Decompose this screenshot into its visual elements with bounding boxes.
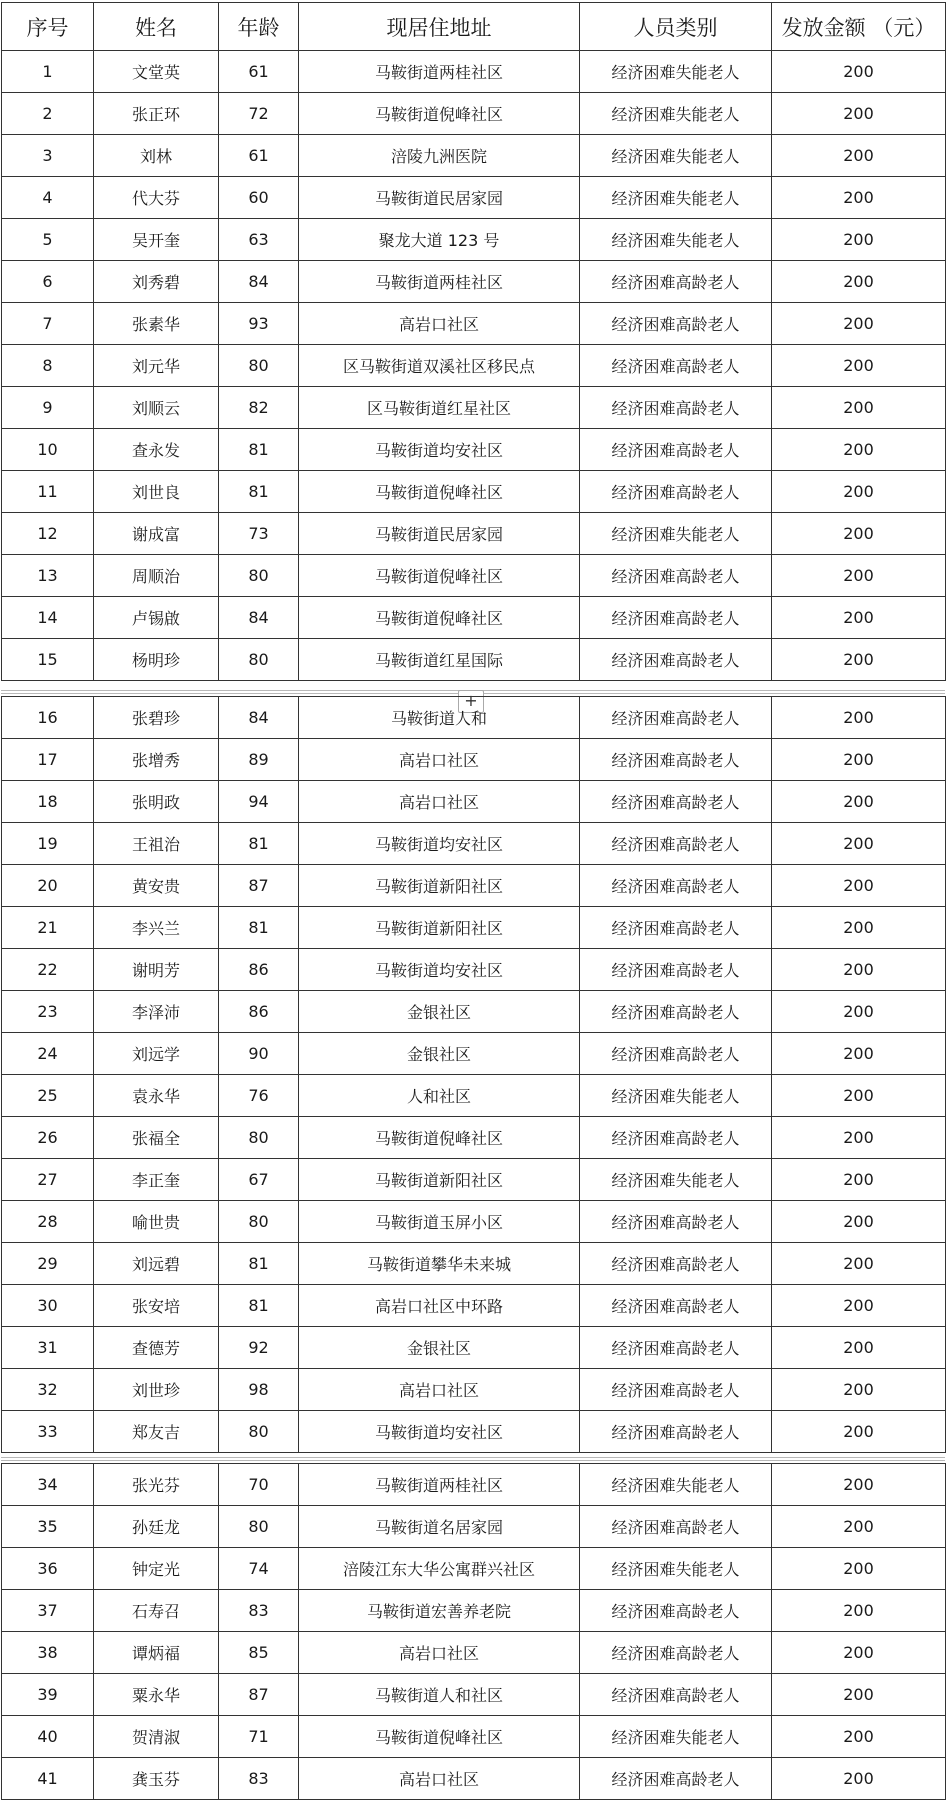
cell-address: 涪陵九洲医院 [299,135,580,177]
cell-age: 71 [219,1716,299,1758]
table-row [2,1117,946,1159]
cell-amount: 200 [772,93,946,135]
cell-age: 72 [219,93,299,135]
cell-index: 40 [2,1716,94,1758]
cell-name: 喻世贵 [94,1201,219,1243]
cell-category: 经济困难失能老人 [580,135,772,177]
table-row [2,1159,946,1201]
cell-amount: 200 [772,991,946,1033]
cell-category: 经济困难高龄老人 [580,1201,772,1243]
cell-index: 35 [2,1506,94,1548]
cell-address: 马鞍街道新阳社区 [299,907,580,949]
cell-address: 马鞍街道玉屏小区 [299,1201,580,1243]
table-row [2,1243,946,1285]
cell-category: 经济困难高龄老人 [580,1117,772,1159]
cell-amount: 200 [772,555,946,597]
cell-index: 5 [2,219,94,261]
table-row [2,1674,946,1716]
table-row [2,597,946,639]
cell-category: 经济困难高龄老人 [580,1327,772,1369]
cell-name: 卢锡啟 [94,597,219,639]
cell-index: 8 [2,345,94,387]
cell-index: 33 [2,1411,94,1453]
cell-index: 10 [2,429,94,471]
cell-age: 84 [219,597,299,639]
cell-address: 马鞍街道名居家园 [299,1506,580,1548]
cell-index: 19 [2,823,94,865]
cell-address: 马鞍街道均安社区 [299,949,580,991]
cell-age: 86 [219,991,299,1033]
cell-index: 37 [2,1590,94,1632]
table-row [2,739,946,781]
cell-index: 22 [2,949,94,991]
cell-name: 张碧珍 [94,697,219,739]
cell-age: 86 [219,949,299,991]
table-row [2,907,946,949]
cell-name: 张福全 [94,1117,219,1159]
cell-index: 25 [2,1075,94,1117]
cell-address: 马鞍街道均安社区 [299,429,580,471]
cell-age: 81 [219,471,299,513]
cell-amount: 200 [772,135,946,177]
cell-amount: 200 [772,823,946,865]
cell-amount: 200 [772,1548,946,1590]
cell-name: 李正奎 [94,1159,219,1201]
cell-address: 聚龙大道 123 号 [299,219,580,261]
cell-address: 马鞍街道新阳社区 [299,865,580,907]
cell-age: 93 [219,303,299,345]
cell-index: 39 [2,1674,94,1716]
cell-address: 高岩口社区 [299,1632,580,1674]
cell-age: 70 [219,1464,299,1506]
cell-name: 钟定光 [94,1548,219,1590]
table-row [2,303,946,345]
cell-name: 谢成富 [94,513,219,555]
cell-category: 经济困难高龄老人 [580,471,772,513]
cell-amount: 200 [772,1758,946,1800]
cell-address: 马鞍街道倪峰社区 [299,555,580,597]
cell-name: 周顺治 [94,555,219,597]
header-address: 现居住地址 [299,3,580,51]
cell-age: 85 [219,1632,299,1674]
cell-amount: 200 [772,513,946,555]
cell-address: 马鞍街道倪峰社区 [299,1117,580,1159]
cell-index: 26 [2,1117,94,1159]
cell-name: 刘林 [94,135,219,177]
cell-category: 经济困难高龄老人 [580,1758,772,1800]
table-row [2,135,946,177]
cell-amount: 200 [772,1632,946,1674]
add-row-button[interactable]: + [458,690,484,713]
cell-index: 32 [2,1369,94,1411]
cell-index: 41 [2,1758,94,1800]
cell-amount: 200 [772,1243,946,1285]
cell-age: 81 [219,1285,299,1327]
cell-amount: 200 [772,739,946,781]
header-index: 序号 [2,3,94,51]
cell-category: 经济困难高龄老人 [580,1369,772,1411]
cell-name: 代大芬 [94,177,219,219]
cell-category: 经济困难失能老人 [580,51,772,93]
cell-amount: 200 [772,907,946,949]
table-row [2,471,946,513]
cell-amount: 200 [772,387,946,429]
cell-address: 马鞍街道人和社区 [299,1674,580,1716]
table-row [2,991,946,1033]
cell-age: 61 [219,51,299,93]
cell-name: 刘顺云 [94,387,219,429]
cell-amount: 200 [772,781,946,823]
cell-name: 查德芳 [94,1327,219,1369]
cell-address: 人和社区 [299,1075,580,1117]
cell-index: 30 [2,1285,94,1327]
cell-name: 石寿召 [94,1590,219,1632]
cell-category: 经济困难高龄老人 [580,1506,772,1548]
cell-age: 84 [219,261,299,303]
cell-index: 21 [2,907,94,949]
cell-index: 17 [2,739,94,781]
table-row [2,1632,946,1674]
cell-amount: 200 [772,345,946,387]
cell-address: 马鞍街道倪峰社区 [299,471,580,513]
cell-amount: 200 [772,949,946,991]
cell-category: 经济困难失能老人 [580,1464,772,1506]
table-row [2,513,946,555]
cell-category: 经济困难高龄老人 [580,303,772,345]
table-row [2,1716,946,1758]
cell-index: 29 [2,1243,94,1285]
cell-address: 马鞍街道倪峰社区 [299,93,580,135]
cell-age: 94 [219,781,299,823]
cell-category: 经济困难失能老人 [580,177,772,219]
cell-address: 金银社区 [299,1033,580,1075]
cell-age: 80 [219,1117,299,1159]
cell-amount: 200 [772,865,946,907]
cell-name: 杨明珍 [94,639,219,681]
table-row [2,345,946,387]
cell-age: 81 [219,907,299,949]
cell-index: 18 [2,781,94,823]
cell-index: 3 [2,135,94,177]
header-category: 人员类别 [580,3,772,51]
table-row [2,93,946,135]
cell-category: 经济困难高龄老人 [580,781,772,823]
cell-amount: 200 [772,219,946,261]
table-row [2,781,946,823]
cell-address: 高岩口社区 [299,303,580,345]
cell-age: 83 [219,1758,299,1800]
cell-address: 马鞍街道倪峰社区 [299,597,580,639]
table-row [2,1590,946,1632]
cell-category: 经济困难失能老人 [580,1075,772,1117]
table-row [2,1411,946,1453]
table-row [2,865,946,907]
cell-address: 金银社区 [299,1327,580,1369]
cell-category: 经济困难高龄老人 [580,949,772,991]
cell-amount: 200 [772,1159,946,1201]
table-row [2,387,946,429]
cell-address: 金银社区 [299,991,580,1033]
cell-index: 14 [2,597,94,639]
cell-address: 马鞍街道均安社区 [299,823,580,865]
cell-index: 34 [2,1464,94,1506]
table-row [2,1285,946,1327]
table-row [2,555,946,597]
cell-amount: 200 [772,471,946,513]
table-row [2,823,946,865]
cell-amount: 200 [772,303,946,345]
cell-name: 文堂英 [94,51,219,93]
subsidy-table-part-1 [1,2,946,681]
cell-category: 经济困难高龄老人 [580,1243,772,1285]
cell-age: 90 [219,1033,299,1075]
table-row [2,261,946,303]
table-row [2,697,946,739]
cell-name: 袁永华 [94,1075,219,1117]
cell-age: 87 [219,865,299,907]
cell-age: 83 [219,1590,299,1632]
cell-age: 73 [219,513,299,555]
table-row [2,429,946,471]
cell-index: 12 [2,513,94,555]
cell-amount: 200 [772,1411,946,1453]
cell-amount: 200 [772,697,946,739]
cell-amount: 200 [772,639,946,681]
cell-address: 马鞍街道均安社区 [299,1411,580,1453]
header-name: 姓名 [94,3,219,51]
cell-category: 经济困难高龄老人 [580,639,772,681]
cell-age: 61 [219,135,299,177]
cell-index: 15 [2,639,94,681]
cell-name: 李兴兰 [94,907,219,949]
cell-name: 龚玉芬 [94,1758,219,1800]
cell-category: 经济困难高龄老人 [580,387,772,429]
cell-age: 80 [219,345,299,387]
cell-index: 13 [2,555,94,597]
cell-age: 80 [219,639,299,681]
cell-name: 张素华 [94,303,219,345]
cell-address: 马鞍街道攀华未来城 [299,1243,580,1285]
cell-category: 经济困难高龄老人 [580,261,772,303]
cell-age: 81 [219,1243,299,1285]
cell-name: 张明政 [94,781,219,823]
cell-category: 经济困难高龄老人 [580,345,772,387]
cell-index: 20 [2,865,94,907]
cell-name: 查永发 [94,429,219,471]
cell-category: 经济困难高龄老人 [580,865,772,907]
subsidy-table-part-2 [1,696,946,1453]
cell-age: 76 [219,1075,299,1117]
cell-category: 经济困难高龄老人 [580,697,772,739]
cell-amount: 200 [772,1117,946,1159]
cell-category: 经济困难失能老人 [580,1716,772,1758]
cell-name: 黄安贵 [94,865,219,907]
cell-name: 吴开奎 [94,219,219,261]
cell-category: 经济困难高龄老人 [580,1033,772,1075]
cell-category: 经济困难高龄老人 [580,555,772,597]
cell-amount: 200 [772,1327,946,1369]
cell-amount: 200 [772,1369,946,1411]
cell-index: 24 [2,1033,94,1075]
table-row [2,51,946,93]
cell-age: 84 [219,697,299,739]
cell-address: 马鞍街道倪峰社区 [299,1716,580,1758]
cell-category: 经济困难高龄老人 [580,597,772,639]
cell-category: 经济困难失能老人 [580,219,772,261]
cell-name: 张正环 [94,93,219,135]
cell-address: 高岩口社区 [299,1369,580,1411]
cell-amount: 200 [772,1506,946,1548]
table-split-divider [1,1457,945,1461]
cell-category: 经济困难高龄老人 [580,429,772,471]
table-row [2,1548,946,1590]
table-row [2,1758,946,1800]
cell-name: 粟永华 [94,1674,219,1716]
cell-age: 98 [219,1369,299,1411]
cell-category: 经济困难高龄老人 [580,823,772,865]
cell-age: 87 [219,1674,299,1716]
cell-age: 92 [219,1327,299,1369]
cell-age: 67 [219,1159,299,1201]
cell-category: 经济困难失能老人 [580,1159,772,1201]
cell-index: 28 [2,1201,94,1243]
cell-category: 经济困难高龄老人 [580,1674,772,1716]
cell-name: 刘远碧 [94,1243,219,1285]
cell-index: 31 [2,1327,94,1369]
cell-name: 谢明芳 [94,949,219,991]
cell-address: 涪陵江东大华公寓群兴社区 [299,1548,580,1590]
table-row [2,1369,946,1411]
cell-amount: 200 [772,429,946,471]
cell-age: 81 [219,429,299,471]
cell-name: 张光芬 [94,1464,219,1506]
cell-amount: 200 [772,1033,946,1075]
cell-category: 经济困难高龄老人 [580,1632,772,1674]
cell-amount: 200 [772,1285,946,1327]
cell-category: 经济困难失能老人 [580,93,772,135]
table-row [2,1201,946,1243]
cell-index: 36 [2,1548,94,1590]
table-row [2,1506,946,1548]
cell-address: 区马鞍街道红星社区 [299,387,580,429]
cell-name: 孙廷龙 [94,1506,219,1548]
cell-name: 王祖治 [94,823,219,865]
cell-age: 82 [219,387,299,429]
cell-index: 11 [2,471,94,513]
cell-age: 60 [219,177,299,219]
cell-name: 刘秀碧 [94,261,219,303]
table-header-row [2,3,946,51]
cell-index: 2 [2,93,94,135]
cell-address: 高岩口社区 [299,739,580,781]
cell-name: 谭炳福 [94,1632,219,1674]
cell-index: 4 [2,177,94,219]
cell-age: 89 [219,739,299,781]
cell-amount: 200 [772,1716,946,1758]
cell-address: 马鞍街道民居家园 [299,513,580,555]
cell-index: 9 [2,387,94,429]
cell-address: 马鞍街道两桂社区 [299,51,580,93]
cell-address: 马鞍街道宏善养老院 [299,1590,580,1632]
cell-index: 16 [2,697,94,739]
cell-address: 高岩口社区中环路 [299,1285,580,1327]
cell-age: 74 [219,1548,299,1590]
cell-address: 马鞍街道两桂社区 [299,1464,580,1506]
cell-category: 经济困难高龄老人 [580,739,772,781]
cell-name: 李泽沛 [94,991,219,1033]
table-row [2,639,946,681]
cell-index: 23 [2,991,94,1033]
cell-address: 高岩口社区 [299,1758,580,1800]
cell-address: 马鞍街道新阳社区 [299,1159,580,1201]
cell-name: 郑友吉 [94,1411,219,1453]
table-row [2,1033,946,1075]
table-row [2,949,946,991]
cell-name: 刘世珍 [94,1369,219,1411]
cell-name: 刘世良 [94,471,219,513]
cell-index: 6 [2,261,94,303]
cell-category: 经济困难高龄老人 [580,1285,772,1327]
cell-category: 经济困难高龄老人 [580,907,772,949]
cell-amount: 200 [772,1590,946,1632]
cell-amount: 200 [772,1674,946,1716]
cell-name: 刘远学 [94,1033,219,1075]
cell-index: 7 [2,303,94,345]
cell-name: 张增秀 [94,739,219,781]
cell-amount: 200 [772,177,946,219]
cell-name: 张安培 [94,1285,219,1327]
cell-age: 80 [219,1201,299,1243]
cell-amount: 200 [772,51,946,93]
cell-address: 马鞍街道人和 [299,697,580,739]
header-amount: 发放金额 （元） [772,3,946,51]
cell-index: 38 [2,1632,94,1674]
cell-amount: 200 [772,1201,946,1243]
cell-age: 81 [219,823,299,865]
cell-age: 80 [219,555,299,597]
cell-address: 高岩口社区 [299,781,580,823]
cell-name: 贺清淑 [94,1716,219,1758]
cell-index: 1 [2,51,94,93]
cell-amount: 200 [772,1464,946,1506]
table-row [2,1464,946,1506]
cell-amount: 200 [772,597,946,639]
cell-category: 经济困难失能老人 [580,1548,772,1590]
cell-age: 63 [219,219,299,261]
table-row [2,219,946,261]
cell-category: 经济困难高龄老人 [580,991,772,1033]
cell-amount: 200 [772,261,946,303]
table-row [2,177,946,219]
cell-age: 80 [219,1506,299,1548]
cell-address: 马鞍街道民居家园 [299,177,580,219]
cell-category: 经济困难高龄老人 [580,1590,772,1632]
cell-age: 80 [219,1411,299,1453]
cell-amount: 200 [772,1075,946,1117]
cell-category: 经济困难失能老人 [580,513,772,555]
cell-category: 经济困难高龄老人 [580,1411,772,1453]
table-row [2,1075,946,1117]
subsidy-table-part-3 [1,1463,946,1800]
cell-address: 马鞍街道两桂社区 [299,261,580,303]
header-age: 年龄 [219,3,299,51]
cell-address: 马鞍街道红星国际 [299,639,580,681]
cell-address: 区马鞍街道双溪社区移民点 [299,345,580,387]
cell-name: 刘元华 [94,345,219,387]
cell-index: 27 [2,1159,94,1201]
table-row [2,1327,946,1369]
